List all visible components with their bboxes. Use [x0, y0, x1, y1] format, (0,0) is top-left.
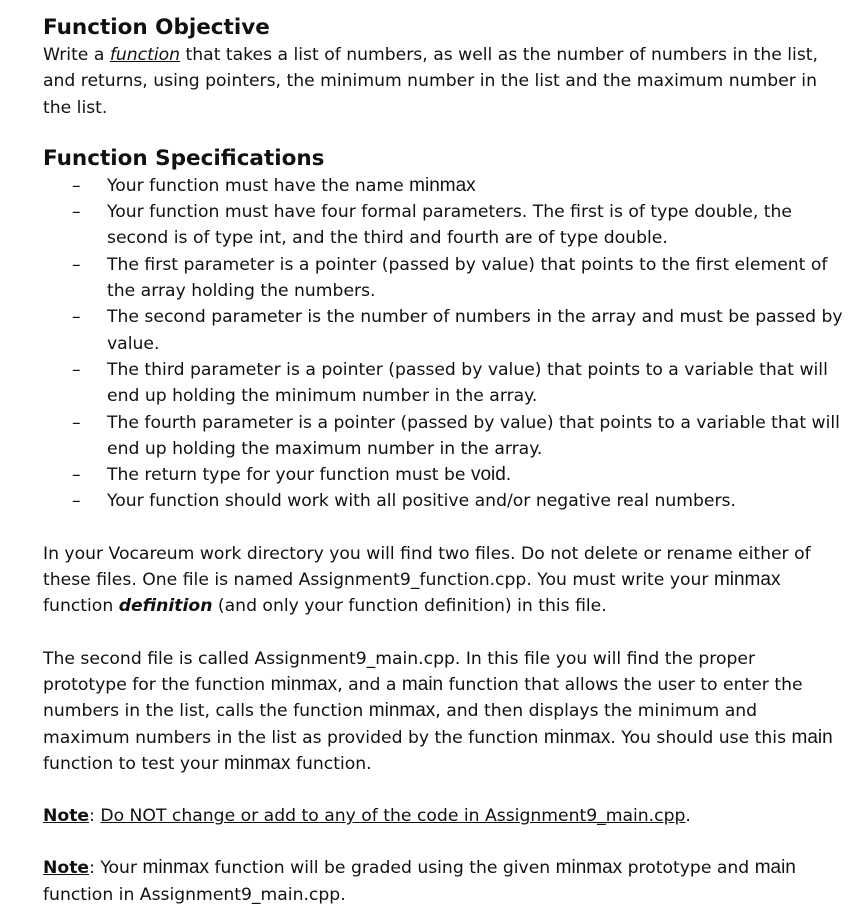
specifications-list [43, 173, 843, 515]
para-text: : Your [89, 858, 143, 879]
para-text: (and only your function definition) in this file. [212, 596, 607, 617]
spec-text: Your function should work with all positive and/or negative real numbers. [107, 491, 736, 512]
dash-bullet: – [72, 175, 81, 196]
spec-code: void [470, 464, 506, 486]
spacer [43, 121, 843, 145]
spec-item [43, 199, 843, 252]
spacer [43, 829, 843, 855]
spec-item [43, 252, 843, 305]
note-label: Note [43, 806, 90, 827]
note-paragraph-2 [43, 855, 843, 908]
spacer [43, 777, 843, 803]
para-text: function [43, 596, 119, 617]
spacer [43, 515, 843, 541]
para-text: prototype and [622, 858, 755, 879]
spec-text: The third parameter is a pointer (passed by value) that points to a variable that will end up holding the minimum number in the array. [107, 359, 828, 407]
spacer [43, 620, 843, 646]
note-label: Note [43, 858, 90, 879]
para-text: The second file is called Assignment9_main.cpp. In this file you will find the proper prototype for the function [43, 648, 756, 695]
para-text: . You should use this [610, 727, 792, 748]
para-text: function that allows the user to enter the numbers in the list, calls the function [43, 674, 803, 722]
inline-code: minmax [713, 569, 781, 591]
inline-code: minmax [270, 673, 338, 695]
objective-paragraph [43, 42, 843, 121]
dash-bullet: – [72, 412, 81, 433]
spec-text-end: . [505, 465, 512, 486]
spec-text: The fourth parameter is a pointer (passed by value) that points to a variable that will end up holding the maximum number in the array. [107, 412, 840, 459]
objective-text-a: Write a [43, 45, 110, 65]
inline-code: main [754, 857, 796, 879]
para-text: , and a [337, 674, 402, 695]
spec-text: Your function must have four formal parameters. The first is of type double, the second is of type int, and the third and fourth are of type double. [107, 202, 792, 249]
spec-text: The return type for your function must be [107, 465, 471, 486]
spec-text: Your function must have the name [107, 175, 410, 196]
definition-emphasis: definition [118, 596, 213, 617]
document-page [43, 14, 843, 908]
para-text: In your Vocareum work directory you will find two files. Do not delete or rename either of these files. One file is named Assignment9_function.cpp. You must write your [43, 543, 811, 591]
para-text: , and then displays the minimum and maximum numbers in the list as provided by the function [43, 701, 758, 748]
spec-text: The second parameter is the number of numbers in the array and must be passed by value. [107, 307, 843, 354]
spec-item [43, 462, 843, 488]
para-text: function. [290, 753, 372, 774]
note-paragraph-1 [43, 803, 843, 829]
inline-code: main [401, 673, 444, 695]
function-word: function [109, 45, 181, 65]
note-underlined-text: Do NOT change or add to any of the code in Assignment9_main.cpp [100, 806, 686, 827]
para-text: function to test your [43, 753, 224, 774]
files-paragraph [43, 541, 843, 620]
dash-bullet: – [72, 465, 81, 486]
inline-code: main [791, 726, 833, 748]
inline-code: minmax [223, 752, 291, 774]
para-text: function will be graded using the given [209, 858, 556, 879]
inline-code: minmax [368, 700, 436, 722]
inline-code: minmax [555, 857, 623, 879]
inline-code: minmax [142, 857, 210, 879]
spec-code: minmax [409, 174, 476, 196]
dash-bullet: – [72, 359, 81, 380]
note-period: . [685, 806, 691, 827]
inline-code: minmax [543, 726, 611, 748]
spec-item [43, 173, 843, 199]
note-colon: : [89, 806, 101, 827]
para-text: function in Assignment9_main.cpp. [43, 884, 346, 905]
main-file-paragraph [43, 646, 843, 777]
dash-bullet: – [72, 307, 81, 328]
dash-bullet: – [72, 491, 81, 512]
spec-text: The first parameter is a pointer (passed by value) that points to the first element of the array holding the numbers. [107, 254, 828, 302]
specifications-heading: Function Specifications [43, 145, 325, 171]
dash-bullet: – [72, 254, 81, 275]
objective-text-c: that takes a list of numbers, as well as the number of numbers in the list, and returns, using pointers, the minimum number in the list and the maximum number in the list. [43, 45, 818, 118]
spec-item [43, 304, 843, 357]
spec-item [43, 410, 843, 463]
spec-item [43, 357, 843, 410]
spec-item [43, 488, 843, 514]
dash-bullet: – [72, 202, 81, 223]
objective-heading: Function Objective [43, 15, 270, 40]
